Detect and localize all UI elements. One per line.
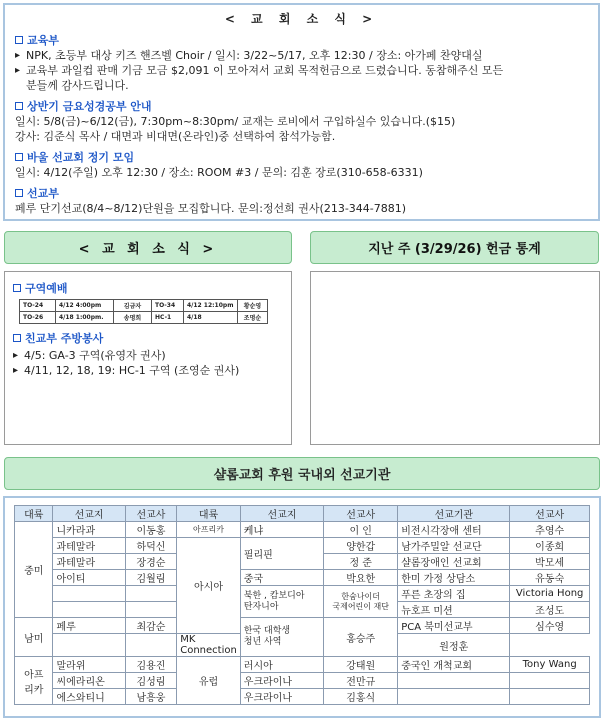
bible-line-1: 일시: 5/8(금)~6/12(금), 7:30pm~8:30pm/ 교재는 로비에서 구입하실수 있습니다.($15): [15, 115, 456, 128]
cell: 박요한: [324, 570, 398, 586]
header-cell: 대륙: [177, 506, 241, 522]
missions-panel: [3, 496, 601, 718]
cell: 남가주밀알 선교단: [398, 538, 510, 554]
bible-heading: 상반기 금요성경공부 안내: [15, 98, 588, 114]
cell: 중미: [15, 522, 53, 618]
cell: 에스와티니: [53, 689, 125, 705]
bible-line-2: 강사: 김준식 목사 / 대면과 비대면(온라인)중 선택하여 참석가능함.: [15, 130, 336, 143]
cell: 강태원: [324, 657, 398, 673]
cell: 아프리카: [177, 522, 241, 538]
cell: 과테말라: [53, 554, 125, 570]
cell: 중국: [240, 570, 323, 586]
cell: 장경순: [125, 554, 177, 570]
header-cell: 선교사: [510, 506, 590, 522]
cell: 남흥웅: [125, 689, 177, 705]
square-bullet-icon: [13, 334, 21, 342]
square-bullet-icon: [15, 189, 23, 197]
cell: 말라위: [53, 657, 125, 673]
cell: [398, 673, 510, 689]
cell: 이 인: [324, 522, 398, 538]
cell: 러시아: [240, 657, 323, 673]
table-row: [15, 618, 590, 634]
cell: 한국 대학생 청년 사역: [240, 618, 323, 657]
church-news-panel: [3, 3, 600, 221]
mission-heading: 선교부: [15, 185, 588, 201]
cell: 김성림: [125, 673, 177, 689]
cell: [53, 602, 125, 618]
cell: 추영수: [510, 522, 590, 538]
cell: [398, 689, 510, 705]
fellowship-line-2: ▸ 4/11, 12, 18, 19: HC-1 구역 (조영순 권사): [13, 363, 283, 378]
cell: 푸른 초장의 집: [398, 586, 510, 602]
edu-line-2: ▸ 교육부 과일컵 판매 기금 모금 $2,091 이 모아져서 교회 목적헌금으로 드렸습니다. 동참해주신 모든: [15, 63, 588, 78]
table-row: [20, 300, 268, 312]
cell: TO-24: [20, 300, 56, 312]
cell: 니카라과: [53, 522, 125, 538]
cell: 4/18: [184, 312, 238, 324]
cell: Victoria Hong: [510, 586, 590, 602]
edu-line-3: 분들께 감사드립니다.: [26, 79, 129, 92]
cell: 아프 리카: [15, 657, 53, 705]
cell: 유동숙: [510, 570, 590, 586]
table-row: [15, 657, 590, 673]
cell: 중국인 개척교회: [398, 657, 510, 673]
header-cell: 선교사: [324, 506, 398, 522]
missions-bar: 샬롬교회 후원 국내외 선교기관: [4, 457, 600, 490]
cell: 원정훈: [398, 634, 510, 657]
cell: 심수영: [510, 618, 590, 634]
table-row: [15, 673, 590, 689]
meeting-heading: 바울 선교회 정기 모임: [15, 149, 588, 165]
square-bullet-icon: [15, 36, 23, 44]
header-cell: 선교지: [240, 506, 323, 522]
table-row: [15, 570, 590, 586]
cell: 북한 , 캄보디아 탄자니아: [240, 586, 323, 618]
edu-heading: 교육부: [15, 32, 588, 48]
cell: 이종희: [510, 538, 590, 554]
cell: [510, 689, 590, 705]
cell: 박모세: [510, 554, 590, 570]
cell: 아시아: [177, 538, 241, 634]
cell: 케냐: [240, 522, 323, 538]
offering-stats-box: [310, 271, 600, 445]
cell: 한미 가정 상담소: [398, 570, 510, 586]
news-title: < 교 회 소 식 >: [224, 12, 379, 26]
cell: HC-1: [152, 312, 184, 324]
header-cell: 선교사: [125, 506, 177, 522]
square-bullet-icon: [15, 102, 23, 110]
header-cell: 대륙: [15, 506, 53, 522]
cell: 김금자: [114, 300, 152, 312]
cell: [125, 602, 177, 618]
cell: 양한갑: [324, 538, 398, 554]
news-bar: < 교 회 소 식 >: [4, 231, 292, 264]
cell: 이동홍: [125, 522, 177, 538]
table-row: [15, 522, 590, 538]
cell: [53, 586, 125, 602]
offering-stats-bar: 지난 주 (3/29/26) 헌금 통계: [310, 231, 599, 264]
fellowship-heading: 친교부 주방봉사: [13, 330, 283, 346]
header-cell: 선교기관: [398, 506, 510, 522]
cell: 우크라이나: [240, 689, 323, 705]
cell: [510, 673, 590, 689]
cell: 4/12 4:00pm: [56, 300, 114, 312]
table-row: [20, 312, 268, 324]
cell: 김월림: [125, 570, 177, 586]
cell: MK Connection: [177, 634, 241, 657]
cell: 조명순: [238, 312, 268, 324]
cell: 김홍식: [324, 689, 398, 705]
cell: [125, 634, 177, 657]
cell: 조성도: [510, 602, 590, 618]
cell: 정 준: [324, 554, 398, 570]
cell: [53, 634, 125, 657]
district-box: [4, 271, 292, 445]
missions-table: [14, 505, 590, 705]
table-row: [15, 586, 590, 602]
cell: 비전시각장애 센터: [398, 522, 510, 538]
fellowship-line-1: ▸ 4/5: GA-3 구역(유영자 권사): [13, 348, 283, 363]
cell: 과테말라: [53, 538, 125, 554]
cell: 씨에라리온: [53, 673, 125, 689]
cell: PCA 북미선교부: [398, 618, 510, 634]
cell: 아이티: [53, 570, 125, 586]
table-row: [15, 689, 590, 705]
cell: 4/12 12:10pm: [184, 300, 238, 312]
header-cell: 선교지: [53, 506, 125, 522]
cell: 유럽: [177, 657, 241, 705]
cell: 4/18 1:00pm.: [56, 312, 114, 324]
cell: 한숨나이더 국제어린이 재단: [324, 586, 398, 618]
cell: 황순영: [238, 300, 268, 312]
edu-line-1: ▸ NPK, 초등부 대상 키즈 핸즈벨 Choir / 일시: 3/22~5/17, 오후 12:30 / 장소: 아가페 찬양대실: [15, 48, 588, 63]
cell: 홍승주: [324, 618, 398, 657]
cell: 남미: [15, 618, 53, 657]
meeting-line: 일시: 4/12(주일) 오후 12:30 / 장소: ROOM #3 / 문의: 김훈 장로(310-658-6331): [15, 166, 423, 179]
cell: 송명희: [114, 312, 152, 324]
cell: 최감순: [125, 618, 177, 634]
cell: 필리핀: [240, 538, 323, 570]
table-row: [15, 538, 590, 554]
cell: 하덕신: [125, 538, 177, 554]
table-header-row: [15, 506, 590, 522]
district-heading: 구역예배: [13, 280, 283, 296]
cell: [125, 586, 177, 602]
cell: Tony Wang: [510, 657, 590, 673]
cell: TO-34: [152, 300, 184, 312]
cell: 페루: [53, 618, 125, 634]
mission-line: 페루 단기선교(8/4~8/12)단원을 모집합니다. 문의:정선희 권사(213-344-7881): [15, 202, 407, 215]
square-bullet-icon: [15, 153, 23, 161]
cell: 김용진: [125, 657, 177, 673]
square-bullet-icon: [13, 284, 21, 292]
cell: 샬롬장애인 선교회: [398, 554, 510, 570]
cell: TO-26: [20, 312, 56, 324]
cell: 뉴호프 미션: [398, 602, 510, 618]
cell: 우크라이나: [240, 673, 323, 689]
district-table: [19, 299, 268, 324]
cell: 전만규: [324, 673, 398, 689]
